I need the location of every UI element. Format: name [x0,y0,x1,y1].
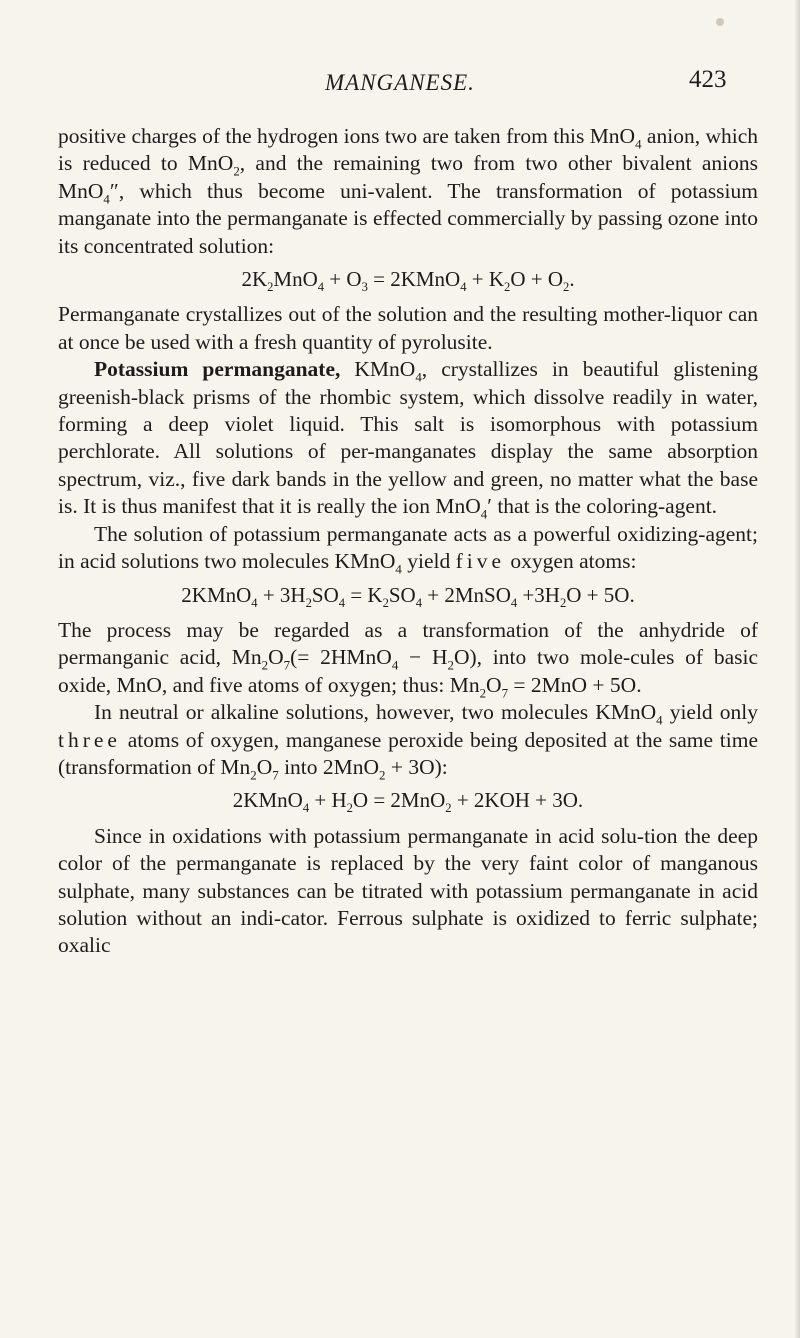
paragraph-ion-charges: positive charges of the hydrogen ions two are taken from this MnO$_4$ anion, which is reduced to MnO$_2$, and the remaining two from two other bivalent anions MnO$_4$″, which thus become uni-valent. The transformation of potassium manganate into the permanganate is effected commercially by passing ozone into its concentrated solution: [58,124,758,258]
paragraph-crystallization: Permanganate crystallizes out of the solution and the resulting mother-liquor can at once be used with a fresh quantity of pyrolusite. [58,302,758,354]
page-number: 423 [689,66,727,93]
paragraph-anhydride: The process may be regarded as a transformation of the anhydride of permanganic acid, $Mn_2O_7(=$ 2HMnO$_4$ − $H_2O$), into two mole-cules of basic oxide, MnO, and five atoms of oxygen; thus: $Mn_2O_7 = 2MnO + 5O$. [58,617,758,701]
equation-acid-solution: 2KMnO$_4$ + $3H_2SO_4 = K_2SO_4$ + 2MnSO$_4$ $+3H_2O + 5O$. [181,582,635,610]
paragraph-potassium-permanganate: Potassium permanganate, KMnO$_4$, crystallizes in beautiful glistening greenish-black prisms of the rhombic system, which dissolve readily in water, forming a deep violet liquid. This salt is isomorphous with potassium perchlorate. All solutions of per-manganates display the same absorption spectrum, viz., five dark bands in the yellow and green, no matter what the base is. It is thus manifest that it is really the ion MnO$_4$′ that is the coloring-agent. [58,357,758,522]
bold-term: Potassium permanganate, [94,357,341,382]
paragraph-oxidizing-agent: The solution of potassium permanganate acts as a powerful oxidizing-agent; in acid solutions two molecules KMnO$_4$ yield five oxygen atoms: [58,521,758,577]
paper-speck [716,18,724,26]
equation-ozone: $2K_2MnO_4 + O_3$ = 2KMnO$_4$ + $K_2O + O_2$. [241,267,575,295]
paragraph-neutral-solutions: In neutral or alkaline solutions, however, two molecules KMnO$_4$ yield only three atoms of oxygen, manganese peroxide being deposited at the same time (transformation of $Mn_2O_7$ into 2MnO$_2$ + 3O): [58,700,758,783]
spaced-word: five [455,549,506,574]
running-head [0,66,800,106]
equation-neutral: 2KMnO$_4$ + $H_2O = 2MnO_2 + 2KOH + 3O$. [232,788,584,816]
running-title: MANGANESE. [325,70,475,95]
paragraph-titration: Since in oxidations with potassium permanganate in acid solu-tion the deep color of the permanganate is replaced by the very faint color of manganous sulphate, many substances can be titrated with potassium permanganate in acid solution without an indi-cator. Ferrous sulphate is oxidized to ferric sulphate; oxalic [58,823,758,958]
body-text [58,123,758,960]
spaced-word: three [58,727,121,752]
page-edge-shadow [794,0,800,1338]
